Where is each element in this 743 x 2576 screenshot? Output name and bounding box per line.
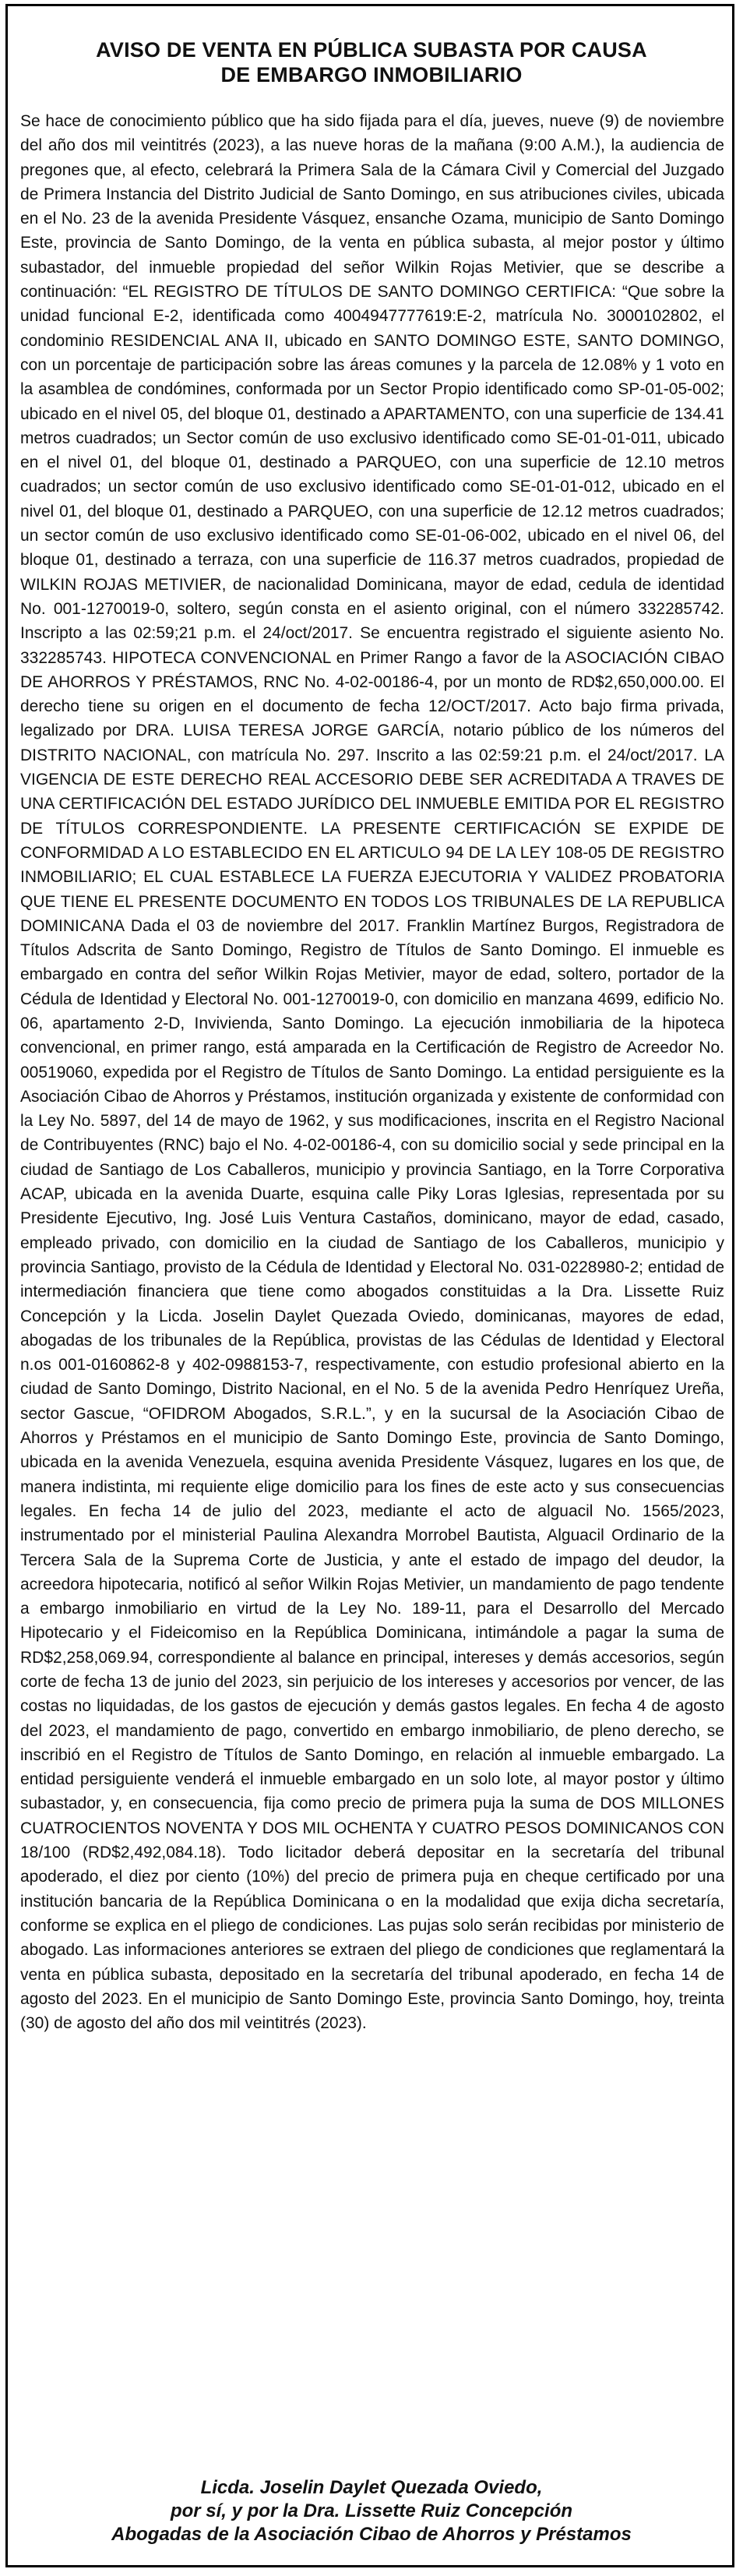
signature-line-3: Abogadas de la Asociación Cibao de Ahorros y Préstamos [111, 2524, 632, 2545]
notice-body: Se hace de conocimiento público que ha sido fijada para el día, jueves, nueve (9) de noviembre del año dos mil veintitrés (2023), a las nueve horas de la mañana (9:00 A.M.), la audiencia de pregones que, al efecto, celebrará la Primera Sala de la Cámara Civil y Comercial del Juzgado de Primera Instancia del Distrito Judicial de Santo Domingo, en sus atribuciones civiles, ubicada en el No. 23 de la avenida Presidente Vásquez, ensanche Ozama, municipio de Santo Domingo Este, provincia de Santo Domingo, de la venta en pública subasta, al mejor postor y último subastador, del inmueble propiedad del señor Wilkin Rojas Metivier, que se describe a continuación: “EL REGISTRO DE TÍTULOS DE SANTO DOMINGO CERTIFICA: “Que sobre la unidad funcional E-2, identificada como 4004947777619:E-2, matrícula No. 3000102802, el condominio RESIDENCIAL ANA II, ubicado en SANTO DOMINGO ESTE, SANTO DOMINGO, con un porcentaje de participación sobre las áreas comunes y la parcela de 12.08% y 1 voto en la asamblea de condómines, conformada por un Sector Propio identificado como SP-01-05-002; ubicado en el nivel 05, del bloque 01, destinado a APARTAMENTO, con una superficie de 134.41 metros cuadrados; un Sector común de uso exclusivo identificado como SE-01-01-011, ubicado en el nivel 01, del bloque 01, destinado a PARQUEO, con una superficie de 12.10 metros cuadrados; un sector común de uso exclusivo identificado como SE-01-01-012, ubicado en el nivel 01, del bloque 01, destinado a PARQUEO, con una superficie de 12.12 metros cuadrados; un sector común de uso exclusivo identificado como SE-01-06-002, ubicado en el nivel 06, del bloque 01, destinado a terraza, con una superficie de 116.37 metros cuadrados, propiedad de WILKIN ROJAS METIVIER, de nacionalidad Dominicana, mayor de edad, cedula de identidad No. 001-1270019-0, soltero, según consta en el asiento original, con el número 332285742. Inscripto a las 02:59;21 p.m. el 24/oct/2017. Se encuentra registrado el siguiente asiento No. 332285743. HIPOTECA CONVENCIONAL en Primer Rango a favor de la ASOCIACIÓN CIBAO DE AHORROS Y PRÉSTAMOS, RNC No. 4-02-00186-4, por un monto de RD$2,650,000.00. El derecho tiene su origen en el documento de fecha 12/OCT/2017. Acto bajo firma privada, legalizado por DRA. LUISA TERESA JORGE GARCÍA, notario público de los números del DISTRITO NACIONAL, con matrícula No. 297. Inscrito a las 02:59:21 p.m. el 24/oct/2017. LA VIGENCIA DE ESTE DERECHO REAL ACCESORIO DEBE SER ACREDITADA A TRAVES DE UNA CERTIFICACIÓN DEL ESTADO JURÍDICO DEL INMUEBLE EMITIDA POR EL REGISTRO DE TÍTULOS CORRESPONDIENTE. LA PRESENTE CERTIFICACIÓN SE EXPIDE DE CONFORMIDAD A LO ESTABLECIDO EN EL ARTICULO 94 DE LA LEY 108-05 DE REGISTRO INMOBILIARIO; EL CUAL ESTABLECE LA FUERZA EJECUTORIA Y VALIDEZ PROBATORIA QUE TIENE EL PRESENTE DOCUMENTO EN TODOS LOS TRIBUNALES DE LA REPUBLICA DOMINICANA Dada el 03 de noviembre del 2017. Franklin Martínez Burgos, Registradora de Títulos Adscrita de Santo Domingo, Registro de Títulos de Santo Domingo. El inmueble es embargado en contra del señor Wilkin Rojas Metivier, mayor de edad, soltero, portador de la Cédula de Identidad y Electoral No. 001-1270019-0, con domicilio en manzana 4699, edificio No. 06, apartamento 2-D, Invivienda, Santo Domingo. La ejecución inmobiliaria de la hipoteca convencional, en primer rango, está amparada en la Certificación de Registro de Acreedor No. 00519060, expedida por el Registro de Títulos de Santo Domingo. La entidad persiguiente es la Asociación Cibao de Ahorros y Préstamos, institución organizada y existente de conformidad con la Ley No. 5897, del 14 de mayo de 1962, y sus modificaciones, inscrita en el Registro Nacional de Contribuyentes (RNC) bajo el No. 4-02-00186-4, con su domicilio social y sede principal en la ciudad de Santiago de Los Caballeros, municipio y provincia Santiago, en la Torre Corporativa ACAP, ubicada en la avenida Duarte, esquina calle Piky Loras Iglesias, representada por su Presidente Ejecutivo, Ing. José Luis Ventura Castaños, dominicano, mayor de edad, casado, empleado privado, con domicilio en la ciudad de Santiago de los Caballeros, municipio y provincia Santiago, provisto de la Cédula de Identidad y Electoral No. 031-0228980-2; entidad de intermediación financiera que tiene como abogados constituidas a la Dra. Lissette Ruiz Concepción y la Licda. Joselin Daylet Quezada Oviedo, dominicanas, mayores de edad, abogadas de los tribunales de la República, provistas de las Cédulas de Identidad y Electoral n.os 001-0160862-8 y 402-0988153-7, respectivamente, con estudio profesional abierto en la ciudad de Santo Domingo, Distrito Nacional, en el No. 5 de la avenida Pedro Henríquez Ureña, sector Gascue, “OFIDROM Abogados, S.R.L.”, y en la sucursal de la Asociación Cibao de Ahorros y Préstamos en el municipio de Santo Domingo Este, provincia de Santo Domingo, ubicada en la avenida Venezuela, esquina avenida Presidente Vásquez, lugares en los que, de manera indistinta, mi requiente elige domicilio para los fines de este acto y sus consecuencias legales. En fecha 14 de julio del 2023, mediante el acto de alguacil No. 1565/2023, instrumentado por el ministerial Paulina Alexandra Morrobel Bautista, Alguacil Ordinario de la Tercera Sala de la Suprema Corte de Justicia, y ante el estado de impago del deudor, la acreedora hipotecaria, notificó al señor Wilkin Rojas Metivier, un mandamiento de pago tendente a embargo inmobiliario en virtud de la Ley No. 189-11, para el Desarrollo del Mercado Hipotecario y el Fideicomiso en la República Dominicana, intimándole a pagar la suma de RD$2,258,069.94, correspondiente al balance en principal, intereses y demás accesorios, según corte de fecha 13 de junio del 2023, sin perjuicio de los intereses y accesorios por vencer, de las costas no liquidadas, de los gastos de ejecución y demás gastos legales. En fecha 4 de agosto del 2023, el mandamiento de pago, convertido en embargo inmobiliario, de pleno derecho, se inscribió en el Registro de Títulos de Santo Domingo, en relación al inmueble embargado. La entidad persiguiente venderá el inmueble embargado en un solo lote, al mayor postor y último subastador, y, en consecuencia, fija como precio de primera puja la suma de DOS MILLONES CUATROCIENTOS NOVENTA Y DOS MIL OCHENTA Y CUATRO PESOS DOMINICANOS CON 18/100 (RD$2,492,084.18). Todo licitador deberá depositar en la secretaría del tribunal apoderado, el diez por ciento (10%) del precio de primera puja en cheque certificado por una institución bancaria de la República Dominicana o en la modalidad que exija dicha secretaría, conforme se explica en el pliego de condiciones. Las pujas solo serán recibidas por ministerio de abogado. Las informaciones anteriores se extraen del pliego de condiciones que reglamentará la venta en pública subasta, depositado en la secretaría del tribunal apoderado, en fecha 14 de agosto del 2023. En el municipio de Santo Domingo Este, provincia Santo Domingo, hoy, treinta (30) de agosto del año dos mil veintitrés (2023). [20, 112, 724, 2033]
signature-block [0, 2476, 743, 2546]
signature-line-1: Licda. Joselin Daylet Quezada Oviedo, [200, 2477, 543, 2498]
notice-title-line-1: AVISO DE VENTA EN PÚBLICA SUBASTA POR CAUSA [96, 38, 647, 62]
notice-title-line-2: DE EMBARGO INMOBILIARIO [220, 63, 523, 86]
notice-title [0, 37, 743, 87]
signature-line-2: por sí, y por la Dra. Lissette Ruiz Concepción [170, 2500, 573, 2521]
